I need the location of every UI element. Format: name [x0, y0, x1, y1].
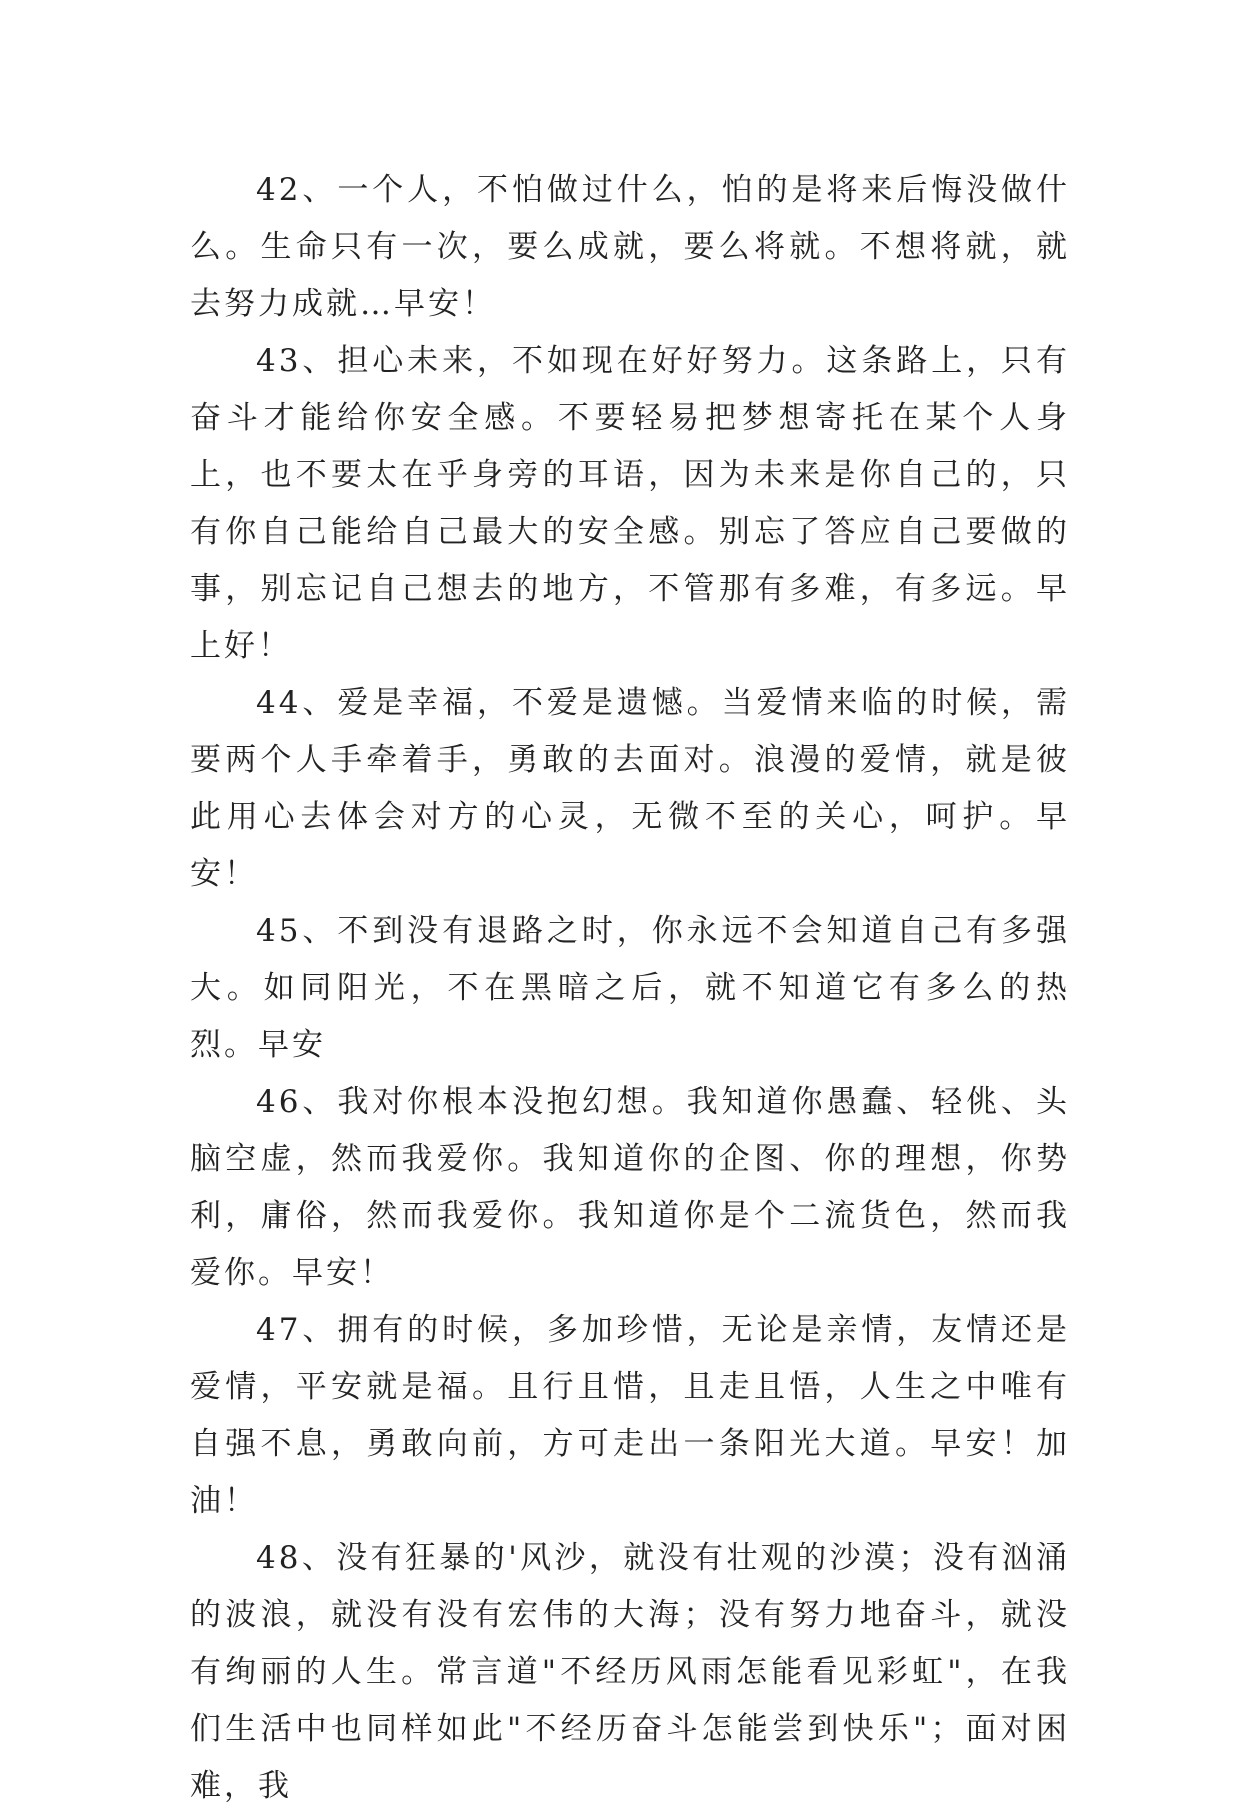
paragraph-45: 45、不到没有退路之时，你永远不会知道自己有多强大。如同阳光，不在黑暗之后，就不知道它有多么的热烈。早安 — [190, 913, 1070, 1063]
paragraph-46: 46、我对你根本没抱幻想。我知道你愚蠢、轻佻、头脑空虚，然而我爱你。我知道你的企图、你的理想，你势利，庸俗，然而我爱你。我知道你是个二流货色，然而我爱你。早安！ — [190, 1084, 1070, 1291]
paragraph-44: 44、爱是幸福，不爱是遗憾。当爱情来临的时候，需要两个人手牵着手，勇敢的去面对。浪漫的爱情，就是彼此用心去体会对方的心灵，无微不至的关心，呵护。早安！ — [190, 685, 1070, 892]
paragraph-48: 48、没有狂暴的'风沙，就没有壮观的沙漠；没有汹涌的波浪，就没有没有宏伟的大海；没有努力地奋斗，就没有绚丽的人生。常言道"不经历风雨怎能看见彩虹"，在我们生活中也同样如此"不经历奋斗怎能尝到快乐"；面对困难，我 — [190, 1540, 1070, 1804]
document-body — [190, 162, 1070, 1815]
paragraph-43: 43、担心未来，不如现在好好努力。这条路上，只有奋斗才能给你安全感。不要轻易把梦想寄托在某个人身上，也不要太在乎身旁的耳语，因为未来是你自己的，只有你自己能给自己最大的安全感。别忘了答应自己要做的事，别忘记自己想去的地方，不管那有多难，有多远。早上好！ — [190, 343, 1070, 664]
paragraph-42: 42、一个人，不怕做过什么，怕的是将来后悔没做什么。生命只有一次，要么成就，要么将就。不想将就，就去努力成就…早安！ — [190, 172, 1070, 322]
paragraph-47: 47、拥有的时候，多加珍惜，无论是亲情，友情还是爱情，平安就是福。且行且惜，且走且悟，人生之中唯有自强不息，勇敢向前，方可走出一条阳光大道。早安！加油！ — [190, 1312, 1070, 1519]
